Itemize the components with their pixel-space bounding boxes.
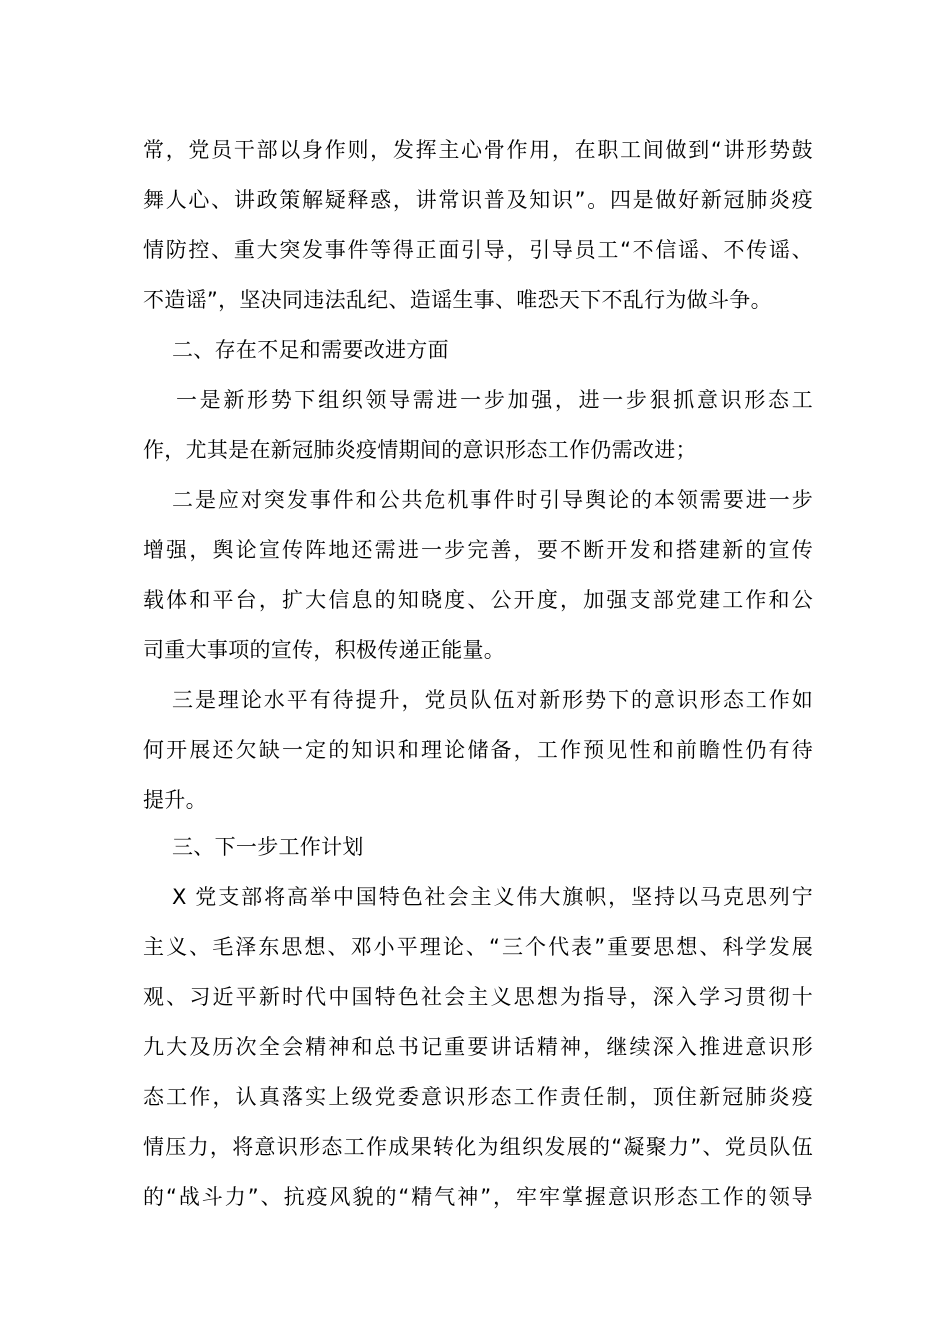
section-heading: 二、存在不足和需要改进方面 bbox=[172, 338, 449, 362]
body-text-line: 的“战斗力”、抗疫风貌的“精气神”，牢牢掌握意识形态工作的领导 bbox=[143, 1185, 813, 1209]
body-text-line: 一是新形势下组织领导需进一步加强，进一步狠抓意识形态工 bbox=[176, 388, 813, 412]
body-text-line: 情防控、重大突发事件等得正面引导，引导员工“不信谣、不传谣、 bbox=[143, 238, 813, 262]
body-text-line: 三是理论水平有待提升，党员队伍对新形势下的意识形态工作如 bbox=[172, 688, 813, 712]
body-text-line: 不造谣”，坚决同违法乱纪、造谣生事、唯恐天下不乱行为做斗争。 bbox=[143, 288, 772, 312]
body-text-line: 九大及历次全会精神和总书记重要讲话精神，继续深入推进意识形 bbox=[143, 1035, 813, 1059]
body-text-line: 二是应对突发事件和公共危机事件时引导舆论的本领需要进一步 bbox=[172, 488, 813, 512]
body-text-line: 司重大事项的宣传，积极传递正能量。 bbox=[143, 638, 506, 662]
body-text-line: 情压力，将意识形态工作成果转化为组织发展的“凝聚力”、党员队伍 bbox=[143, 1135, 813, 1159]
body-text-line: 载体和平台，扩大信息的知晓度、公开度，加强支部党建工作和公 bbox=[143, 588, 813, 612]
body-text-line: 观、习近平新时代中国特色社会主义思想为指导，深入学习贯彻十 bbox=[143, 985, 813, 1009]
body-text-line: 增强，舆论宣传阵地还需进一步完善，要不断开发和搭建新的宣传 bbox=[143, 538, 813, 562]
body-text-line: 作，尤其是在新冠肺炎疫情期间的意识形态工作仍需改进； bbox=[143, 438, 697, 462]
body-text-line: 常，党员干部以身作则，发挥主心骨作用，在职工间做到“讲形势鼓 bbox=[143, 138, 813, 162]
body-text-line: 态工作，认真落实上级党委意识形态工作责任制，顶住新冠肺炎疫 bbox=[143, 1085, 813, 1109]
section-heading: 三、下一步工作计划 bbox=[172, 835, 364, 859]
body-text-line: 何开展还欠缺一定的知识和理论储备，工作预见性和前瞻性仍有待 bbox=[143, 738, 813, 762]
body-text-line: 主义、毛泽东思想、邓小平理论、“三个代表”重要思想、科学发展 bbox=[143, 935, 813, 959]
body-text-line: 提升。 bbox=[143, 788, 207, 812]
body-text-line: X 党支部将高举中国特色社会主义伟大旗帜，坚持以马克思列宁 bbox=[172, 885, 813, 909]
body-text-line: 舞人心、讲政策解疑释惑，讲常识普及知识”。四是做好新冠肺炎疫 bbox=[143, 188, 813, 212]
